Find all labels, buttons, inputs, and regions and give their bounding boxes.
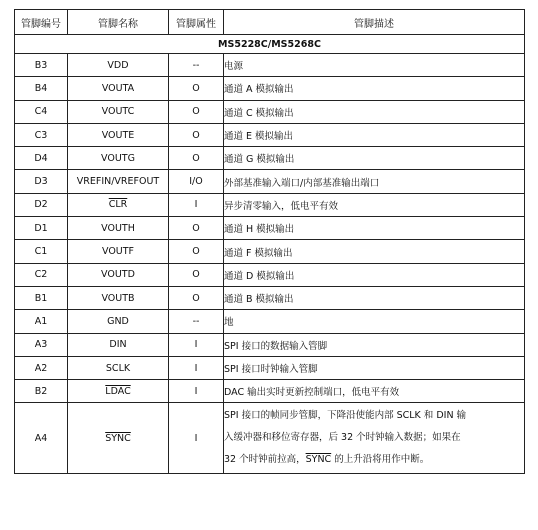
pin-name: VOUTC	[68, 100, 169, 123]
pin-name: SYNC	[68, 403, 169, 474]
pin-name: VOUTE	[68, 123, 169, 146]
table-row	[15, 310, 525, 333]
pin-description: 地	[224, 310, 525, 333]
table-row	[15, 286, 525, 309]
pin-attribute: --	[169, 54, 224, 77]
pin-description: DAC 输出实时更新控制端口，低电平有效	[224, 380, 525, 403]
pin-attribute: I	[169, 356, 224, 379]
pin-number: C4	[15, 100, 68, 123]
header-pin-name: 管脚名称	[68, 10, 169, 35]
pin-description: SPI 接口的数据输入管脚	[224, 333, 525, 356]
pin-name: VOUTH	[68, 217, 169, 240]
table-row	[15, 193, 525, 216]
pin-attribute: I/O	[169, 170, 224, 193]
pin-name: VOUTF	[68, 240, 169, 263]
pin-name: DIN	[68, 333, 169, 356]
pin-number: C1	[15, 240, 68, 263]
pin-number: D2	[15, 193, 68, 216]
pin-number: A3	[15, 333, 68, 356]
pin-attribute: I	[169, 380, 224, 403]
pin-description: 通道 F 模拟输出	[224, 240, 525, 263]
pin-attribute: O	[169, 240, 224, 263]
pin-name: LDAC	[68, 380, 169, 403]
pin-description: SPI 接口时钟输入管脚	[224, 356, 525, 379]
pin-attribute: O	[169, 147, 224, 170]
pin-description: 通道 A 模拟输出	[224, 77, 525, 100]
pin-name: VDD	[68, 54, 169, 77]
table-row	[15, 54, 525, 77]
pin-name: VOUTD	[68, 263, 169, 286]
pin-number: D4	[15, 147, 68, 170]
pin-number: B1	[15, 286, 68, 309]
pin-number: D1	[15, 217, 68, 240]
sync-signal-name: SYNC	[305, 454, 332, 466]
table-row	[15, 403, 525, 474]
pin-attribute: --	[169, 310, 224, 333]
pin-number: A1	[15, 310, 68, 333]
pin-description: 电源	[224, 54, 525, 77]
table-row	[15, 217, 525, 240]
table-row	[15, 77, 525, 100]
pin-description: 外部基准输入端口/内部基准输出端口	[224, 170, 525, 193]
pin-attribute: O	[169, 77, 224, 100]
pin-attribute: I	[169, 403, 224, 474]
pin-attribute: O	[169, 123, 224, 146]
table-row	[15, 356, 525, 379]
pin-number: C2	[15, 263, 68, 286]
pin-number: B2	[15, 380, 68, 403]
pin-name: VREFIN/VREFOUT	[68, 170, 169, 193]
header-pin-number: 管脚编号	[15, 10, 68, 35]
pin-name: $\overline{CLR}$	[68, 193, 169, 216]
pin-description: 通道 E 模拟输出	[224, 123, 525, 146]
pin-number: C3	[15, 123, 68, 146]
header-row	[15, 10, 525, 35]
description-text: 32 个时钟前拉高，	[224, 454, 306, 466]
pin-attribute: O	[169, 100, 224, 123]
pin-description: 通道 H 模拟输出	[224, 217, 525, 240]
description-text: 的上升沿将用作中断。	[331, 454, 430, 466]
pin-description: 通道 G 模拟输出	[224, 147, 525, 170]
pin-description: 通道 B 模拟输出	[224, 286, 525, 309]
pin-description-table	[14, 9, 525, 474]
table-row	[15, 147, 525, 170]
pin-name: VOUTB	[68, 286, 169, 309]
pin-description: 异步清零输入，低电平有效	[224, 193, 525, 216]
pin-name: GND	[68, 310, 169, 333]
table-row	[15, 170, 525, 193]
pin-number: A4	[15, 403, 68, 474]
pin-attribute: O	[169, 286, 224, 309]
pin-number: A2	[15, 356, 68, 379]
pin-description: 通道 C 模拟输出	[224, 100, 525, 123]
table-row	[15, 240, 525, 263]
pin-attribute: O	[169, 217, 224, 240]
pin-name: VOUTA	[68, 77, 169, 100]
description-line: 入缓冲器和移位寄存器，后 32 个时钟输入数据；如果在	[224, 432, 461, 444]
table-row	[15, 263, 525, 286]
description-line: SPI 接口的帧同步管脚，下降沿使能内部 SCLK 和 DIN 输	[224, 410, 467, 422]
header-pin-description: 管脚描述	[224, 10, 525, 35]
pin-description: 通道 D 模拟输出	[224, 263, 525, 286]
table-row	[15, 380, 525, 403]
pin-attribute: I	[169, 193, 224, 216]
pin-attribute: I	[169, 333, 224, 356]
header-pin-attribute: 管脚属性	[169, 10, 224, 35]
table-row	[15, 100, 525, 123]
table-row	[15, 333, 525, 356]
pin-name: VOUTG	[68, 147, 169, 170]
pin-number: B4	[15, 77, 68, 100]
table-row	[15, 123, 525, 146]
pin-attribute: O	[169, 263, 224, 286]
description-line	[224, 449, 524, 471]
model-name: MS5228C/MS5268C	[15, 35, 525, 54]
pin-description	[224, 403, 525, 474]
pin-number: D3	[15, 170, 68, 193]
pin-number: B3	[15, 54, 68, 77]
pin-name: SCLK	[68, 356, 169, 379]
model-row	[15, 35, 525, 54]
